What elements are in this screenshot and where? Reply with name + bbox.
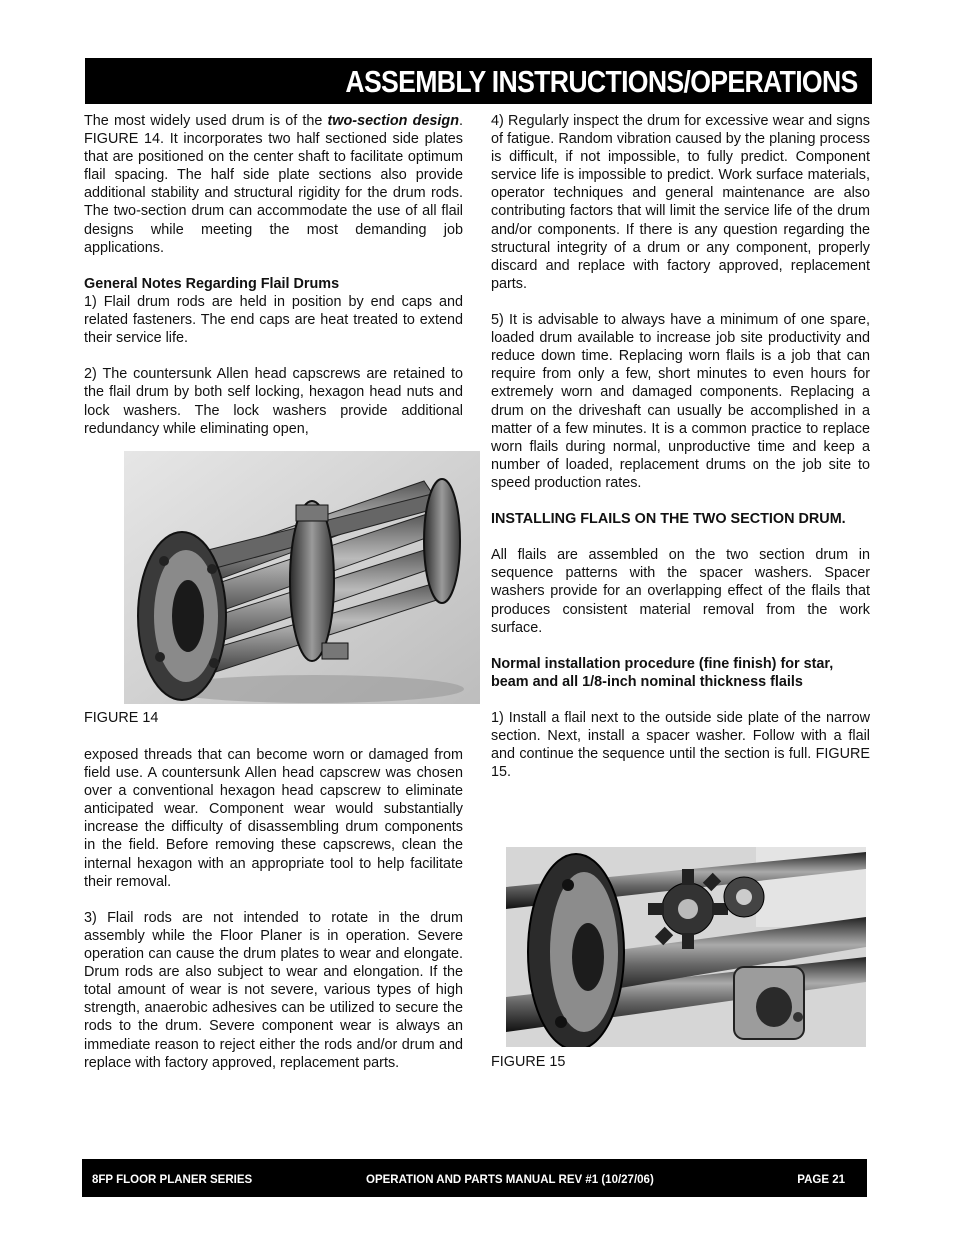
step-1: 1) Install a flail next to the outside side plate of the narrow section. Next, install a spacer washer. Follow with a flail and continue the sequence until the section is full. FIGURE 15. [491,710,870,781]
figure-15-caption: FIGURE 15 [491,1054,566,1070]
note-2: 2) The countersunk Allen head capscrews are retained to the flail drum by both self locking, hexagon head nuts and lock washers. The lock washers provide additional redundancy while eliminating open, [84,366,463,437]
install-text: All flails are assembled on the two section drum in sequence patterns with the spacer washers. Spacer washers provide for an overlapping effect of the flails that produces consistent material removal from the work surface. [491,547,870,636]
procedure-heading: Normal installation procedure (fine finish) for star, beam and all 1/8-inch nominal thickness flails [491,655,834,690]
note-5: 5) It is advisable to always have a minimum of one spare, loaded drum available to increase job site productivity and reduce down time. Replacing worn flails is a job that can require from only a few, short minutes to even hours for extremely worn and damaged components. Replacing a drum on the driveshaft can usually be accomplished in a matter of a few minutes. It is a common practice to replace worn flails during normal, unproductive time and keep a number of loaded, replacement drums on the job site to speed production rates. [491,312,870,491]
left-column-top [84,112,463,456]
notes-block [84,275,463,347]
left-column-bottom [84,746,463,1090]
flail-drum-image [124,451,480,704]
note-1: 1) Flail drum rods are held in position by end caps and related fasteners. The end caps are heat treated to extend their service life. [84,293,463,347]
page-header-bar [85,58,872,104]
right-column [491,112,870,800]
note-4: 4) Regularly inspect the drum for excessive wear and signs of fatigue. Random vibration caused by the planing process is difficult, if not impossible, to fully predict. Component service life is impossible to predict. Work surface materials, operator techniques and general maintenance are also contributing factors that will limit the service life of the drum and/or components. If there is any question regarding the structural integrity of a drum or any component, properly discard and replace with factory approved, replacement parts. [491,113,870,292]
footer-manual: OPERATION AND PARTS MANUAL REV #1 (10/27/06) [366,1174,654,1186]
page-title: ASSEMBLY INSTRUCTIONS/OPERATIONS [345,64,858,99]
figure-14-photo [124,451,480,704]
note-3: 3) Flail rods are not intended to rotate in the drum assembly while the Floor Planer is in operation. Severe operation can cause the drum plates to wear and elongate. Drum rods are also subject to wear and elongation. If the total amount of wear is not severe, various types of high strength, anaerobic adhesives can be utilized to secure the rods to the drum. Severe component wear is always an immediate reason to reject either the rods and/or drum and replace with factory approved, replacement parts. [84,909,463,1071]
footer-series: 8FP FLOOR PLANER SERIES [92,1174,253,1186]
emphasis-two-section: two-section design [327,113,459,129]
install-heading: INSTALLING FLAILS ON THE TWO SECTION DRUM. [491,511,846,528]
intro-paragraph: The most widely used drum is of the two-section design. FIGURE 14. It incorporates two half sectioned side plates that are positioned on the center shaft to facilitate optimum flail spacing. The half side plate sections also provide additional stability and structural rigidity for the drum rods. The two-section drum can accommodate the use of all flail designs while meeting the most demanding job applications. [84,113,463,256]
page-footer [82,1159,867,1197]
note-2-continued: exposed threads that can become worn or damaged from field use. A countersunk Allen head capscrew was chosen over a conventional hexagon head capscrew to eliminate anticipated wear. Component wear would substantially increase the difficulty of disassembling drum components in the field. Before removing these capscrews, clean the internal hexagon with an appropriate tool to help facilitate their removal. [84,747,463,890]
notes-heading: General Notes Regarding Flail Drums [84,275,340,292]
flail-installation-image [506,847,866,1047]
figure-14-caption: FIGURE 14 [84,710,159,726]
figure-15-photo [506,847,866,1047]
footer-page-number: PAGE 21 [797,1174,845,1186]
